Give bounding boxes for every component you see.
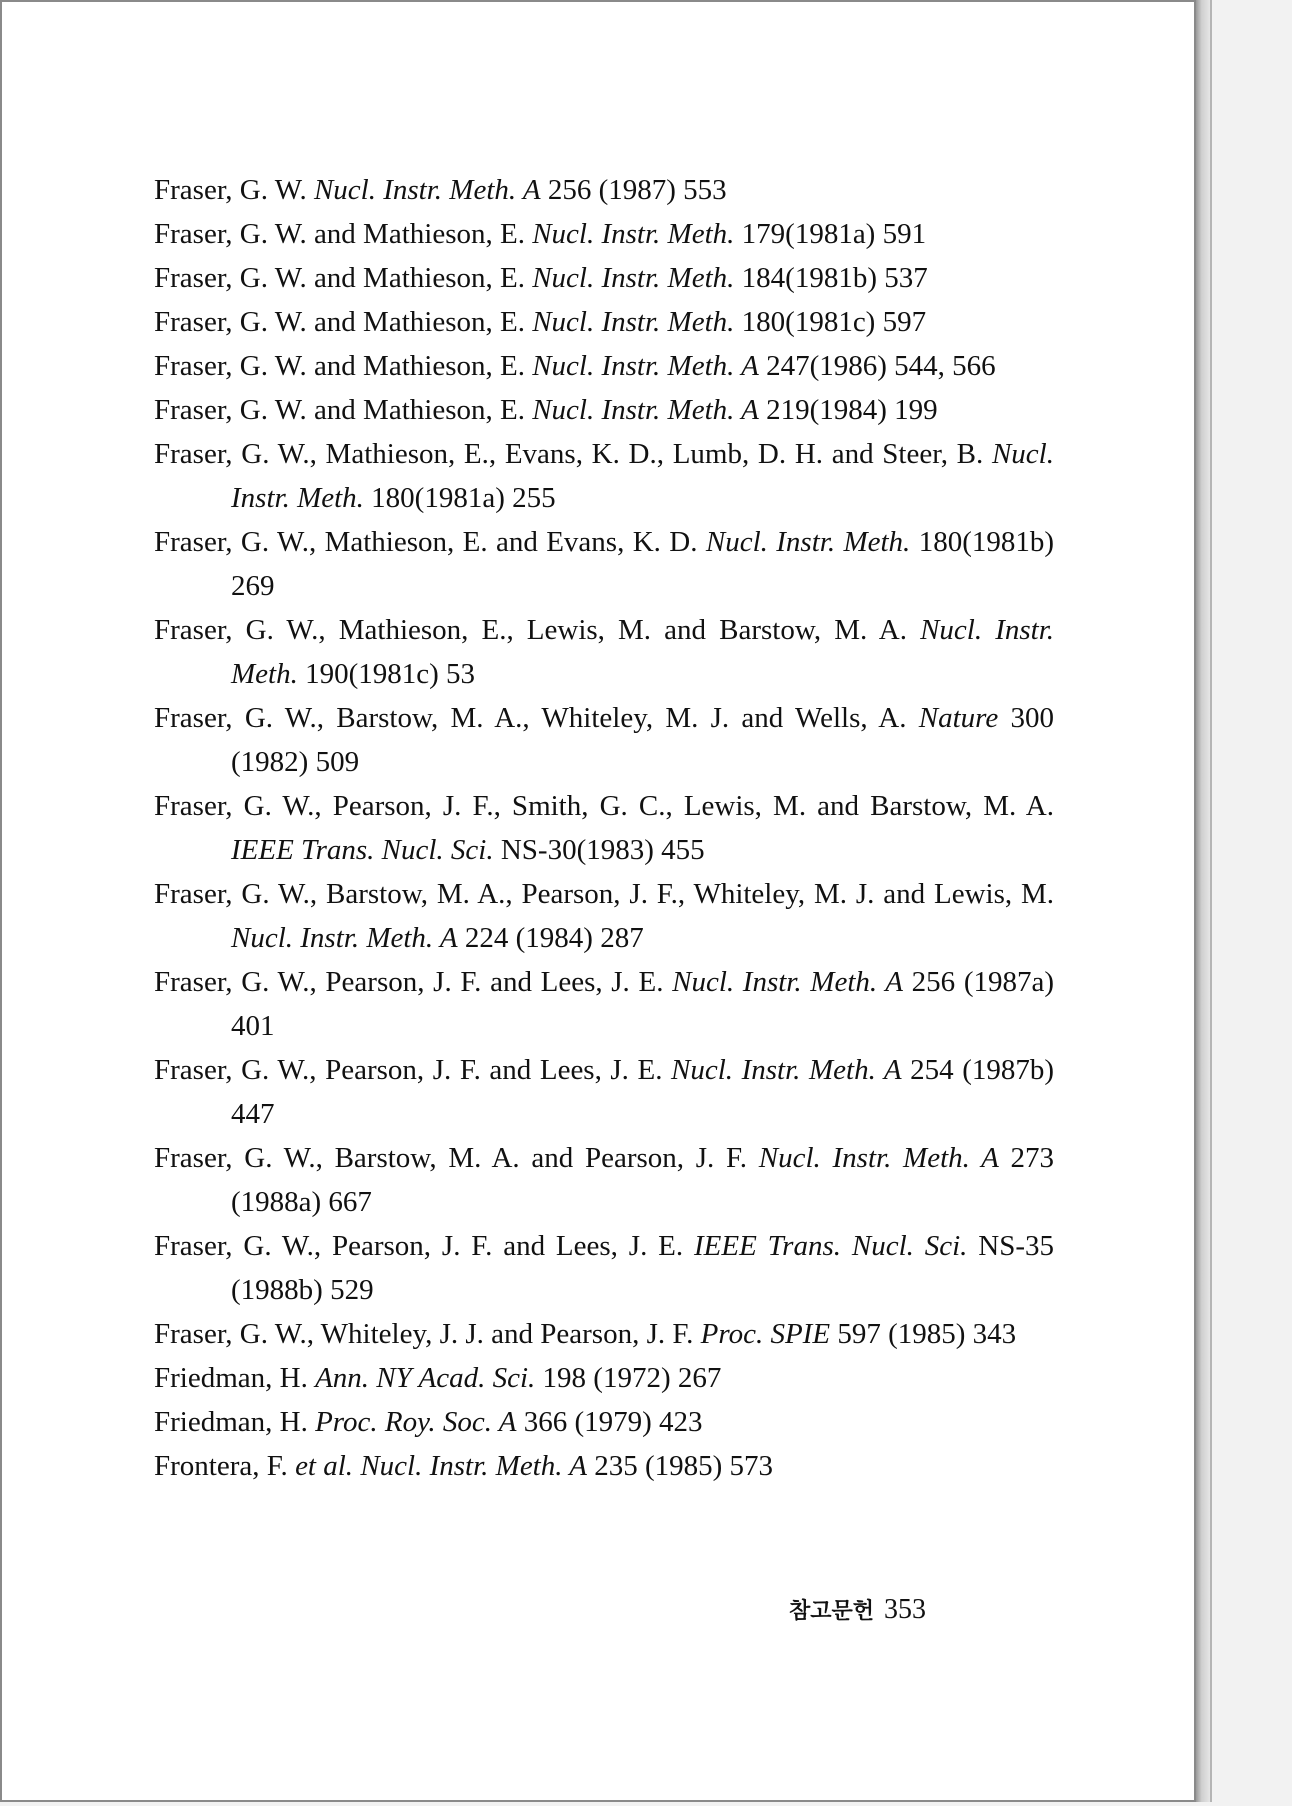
reference-entry: Fraser, G. W., Whiteley, J. J. and Pearson, J. F. Proc. SPIE 597 (1985) 343 [154,1318,1017,1350]
reference-entry: Fraser, G. W. and Mathieson, E. Nucl. Instr. Meth. A 219(1984) 199 [154,394,938,426]
reference-entry: Fraser, G. W. and Mathieson, E. Nucl. Instr. Meth. A 247(1986) 544, 566 [154,350,996,382]
reference-entry: Fraser, G. W., Mathieson, E., Lewis, M. and Barstow, M. A. Nucl. Instr. Meth. 190(1981c) 53 [154,614,1055,690]
page-edge-line [1210,0,1212,1802]
reference-entry: Fraser, G. W. Nucl. Instr. Meth. A 256 (1987) 553 [154,174,727,206]
reference-entry: Fraser, G. W. and Mathieson, E. Nucl. Instr. Meth. 180(1981c) 597 [154,306,927,338]
page-footer [789,1594,926,1626]
page-number: 353 [884,1594,926,1625]
reference-entry: Fraser, G. W., Barstow, M. A. and Pearson, J. F. Nucl. Instr. Meth. A 273 (1988a) 667 [154,1142,1055,1218]
reference-entry: Fraser, G. W., Pearson, J. F. and Lees, J. E. IEEE Trans. Nucl. Sci. NS-35 (1988b) 529 [154,1230,1055,1306]
reference-entry: Fraser, G. W., Mathieson, E. and Evans, K. D. Nucl. Instr. Meth. 180(1981b) 269 [154,526,1055,602]
page-edge-shadow [1196,0,1210,1802]
reference-entry: Fraser, G. W., Pearson, J. F. and Lees, J. E. Nucl. Instr. Meth. A 254 (1987b) 447 [154,1054,1055,1130]
reference-entry: Fraser, G. W. and Mathieson, E. Nucl. Instr. Meth. 179(1981a) 591 [154,218,927,250]
reference-entry: Fraser, G. W., Mathieson, E., Evans, K. D., Lumb, D. H. and Steer, B. Nucl. Instr. Meth. 180(1981a) 255 [154,438,1054,514]
reference-entry: Fraser, G. W., Barstow, M. A., Whiteley, M. J. and Wells, A. Nature 300 (1982) 509 [154,702,1054,778]
reference-entry: Fraser, G. W., Pearson, J. F. and Lees, J. E. Nucl. Instr. Meth. A 256 (1987a) 401 [154,966,1055,1042]
reference-entry: Fraser, G. W., Barstow, M. A., Pearson, J. F., Whiteley, M. J. and Lewis, M. Nucl. Instr. Meth. A 224 (1984) 287 [154,878,1054,954]
footer-section-label: 참고문헌 [788,1599,874,1624]
reference-entry: Friedman, H. Ann. NY Acad. Sci. 198 (1972) 267 [154,1362,722,1394]
reference-entry: Frontera, F. et al. Nucl. Instr. Meth. A 235 (1985) 573 [154,1450,774,1482]
reference-entry: Fraser, G. W. and Mathieson, E. Nucl. Instr. Meth. 184(1981b) 537 [154,262,928,294]
reference-list [154,168,1054,1488]
reference-entry: Friedman, H. Proc. Roy. Soc. A 366 (1979) 423 [154,1406,703,1438]
reference-entry: Fraser, G. W., Pearson, J. F., Smith, G. C., Lewis, M. and Barstow, M. A. IEEE Trans. Nucl. Sci. NS-30(1983) 455 [154,790,1054,866]
